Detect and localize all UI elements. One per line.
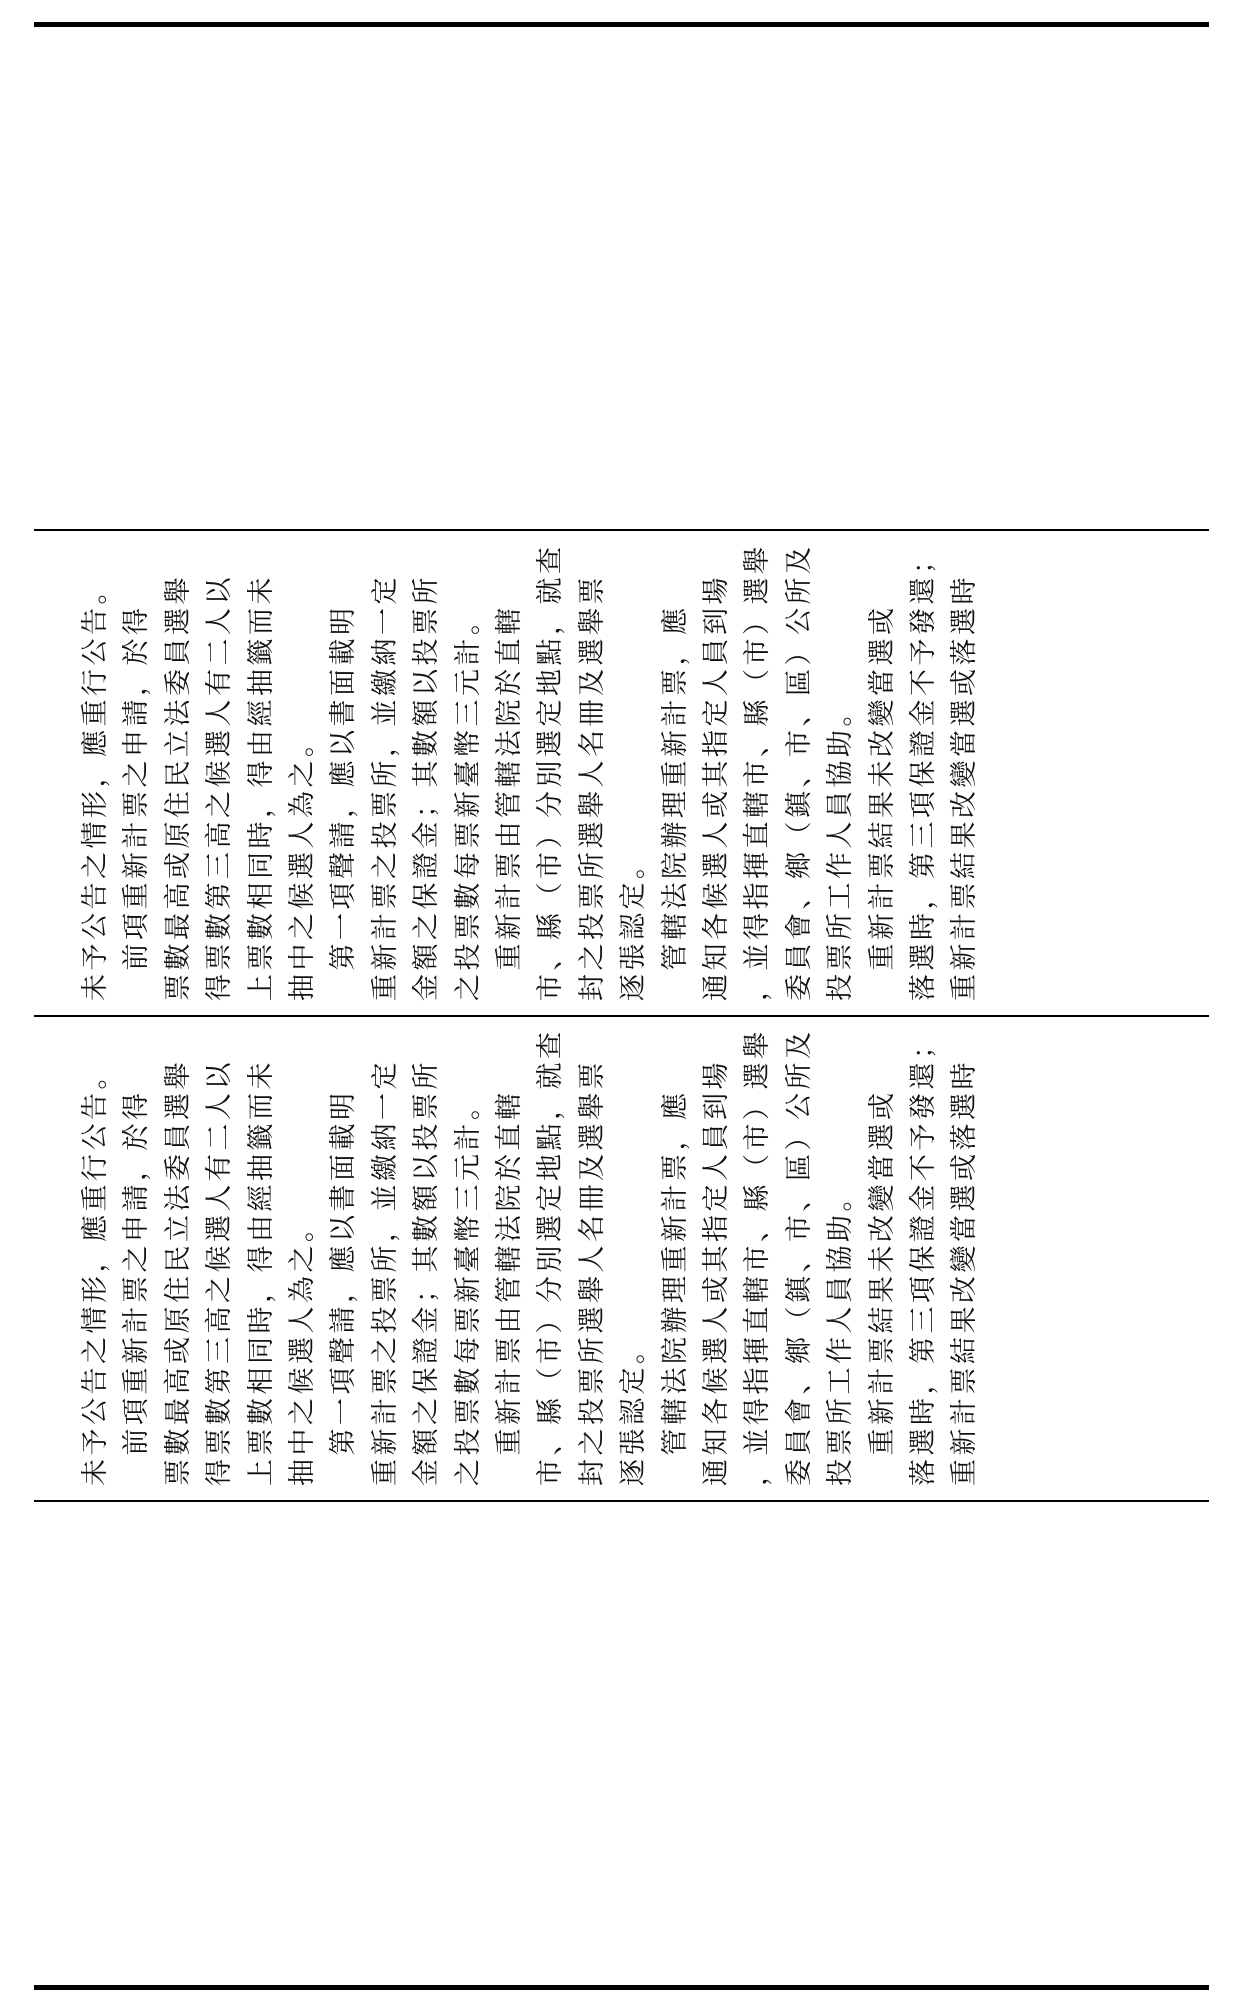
text-column: 重新計票結果改變當選或落選時	[949, 574, 981, 1001]
text-column: 金額之保證金；其數額以投票所	[411, 574, 443, 1001]
text-column: ，並得指揮直轄市、縣（市）選舉	[742, 543, 774, 1001]
text-column: 之投票數每票新臺幣三元計。	[452, 1089, 484, 1486]
text-column: 上票數相同時，得由經抽籤而未	[245, 574, 277, 1001]
text-column: 管轄法院辦理重新計票，應	[659, 1089, 691, 1486]
text-column: 重新計票之投票所，並繳納一定	[369, 1059, 401, 1486]
text-column: 委員會、鄉（鎮、市、區）公所及	[783, 543, 815, 1001]
text-column: 重新計票結果未改變當選或	[866, 1089, 898, 1486]
text-column: 上票數相同時，得由經抽籤而未	[245, 1059, 277, 1486]
text-column: 第一項聲請，應以書面載明	[328, 604, 360, 1001]
text-column: 得票數第三高之候選人有二人以	[204, 574, 236, 1001]
lower-panel-columns	[34, 1017, 1209, 1500]
text-column: 前項重新計票之申請，於得	[121, 1089, 153, 1486]
text-column: 抽中之候選人為之。	[287, 1211, 318, 1486]
upper-panel-columns	[34, 531, 1209, 1015]
text-column: 前項重新計票之申請，於得	[121, 604, 153, 1001]
text-column: 委員會、鄉（鎮、市、區）公所及	[783, 1028, 815, 1486]
text-column: 重新計票結果改變當選或落選時	[949, 1059, 981, 1486]
text-column: 票數最高或原住民立法委員選舉	[162, 574, 194, 1001]
text-column: 封之投票所選舉人名冊及選舉票	[576, 1059, 608, 1486]
text-column: 未予公告之情形，應重行公告。	[80, 574, 111, 1001]
text-column: 之投票數每票新臺幣三元計。	[452, 604, 484, 1001]
text-column: 封之投票所選舉人名冊及選舉票	[576, 574, 608, 1001]
text-column: 落選時，第三項保證金不予發還；	[908, 1028, 939, 1486]
text-column: 重新計票結果未改變當選或	[866, 604, 898, 1001]
text-column: 通知各候選人或其指定人員到場	[701, 574, 732, 1001]
upper-text-panel	[34, 531, 1209, 1015]
text-column: 金額之保證金；其數額以投票所	[411, 1059, 443, 1486]
text-column: 第一項聲請，應以書面載明	[328, 1089, 360, 1486]
text-column: 市、縣（市）分別選定地點，就查	[535, 543, 567, 1001]
text-column: 管轄法院辦理重新計票，應	[659, 604, 691, 1001]
text-column: 投票所工作人員協助。	[825, 1181, 857, 1486]
text-column: 市、縣（市）分別選定地點，就查	[535, 1028, 567, 1486]
text-column: 重新計票由管轄法院於直轄	[494, 604, 525, 1001]
text-column: 重新計票之投票所，並繳納一定	[369, 574, 401, 1001]
text-column: 逐張認定。	[618, 1333, 650, 1486]
bottom-border-rule	[34, 1985, 1209, 1990]
text-column: 未予公告之情形，應重行公告。	[80, 1059, 111, 1486]
top-border-rule	[34, 22, 1209, 27]
text-column: 抽中之候選人為之。	[287, 726, 318, 1001]
text-column: 逐張認定。	[618, 848, 650, 1001]
lower-panel-bottom-rule	[34, 1500, 1209, 1502]
text-column: 落選時，第三項保證金不予發還；	[908, 543, 939, 1001]
lower-text-panel	[34, 1017, 1209, 1500]
text-column: 重新計票由管轄法院於直轄	[494, 1089, 525, 1486]
text-column: 得票數第三高之候選人有二人以	[204, 1059, 236, 1486]
text-column: 通知各候選人或其指定人員到場	[701, 1059, 732, 1486]
text-column: ，並得指揮直轄市、縣（市）選舉	[742, 1028, 774, 1486]
text-column: 票數最高或原住民立法委員選舉	[162, 1059, 194, 1486]
text-column: 投票所工作人員協助。	[825, 696, 857, 1001]
